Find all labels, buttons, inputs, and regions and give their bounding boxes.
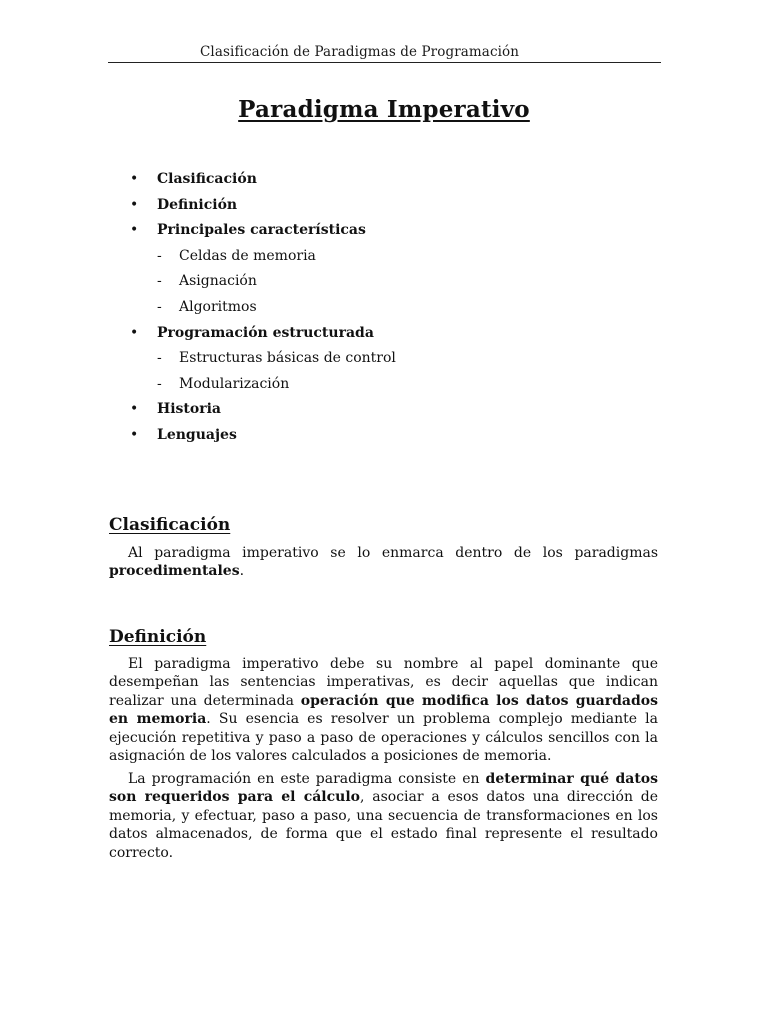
dash-marker: - <box>157 298 162 315</box>
paragraph-text: La programación en este paradigma consiste en <box>128 771 486 787</box>
list-item-label: Principales características <box>157 222 366 239</box>
dash-marker: - <box>157 273 162 290</box>
header-rule <box>108 62 661 63</box>
dash-marker: - <box>157 247 162 264</box>
paragraph-bold-text: determinar qué datos son requeridos para el cálculo <box>109 771 659 806</box>
section-heading-clasificacion: Clasificación <box>109 515 231 535</box>
bullet-icon: • <box>130 171 139 187</box>
dash-marker: - <box>157 350 162 367</box>
sub-list-item-label: Celdas de memoria <box>179 247 316 264</box>
list-item-label: Clasificación <box>157 171 257 187</box>
bullet-icon: • <box>130 401 139 418</box>
paragraph-text: . <box>239 563 245 580</box>
running-header: Clasificación de Paradigmas de Programación <box>200 44 520 60</box>
bullet-icon: • <box>130 222 139 239</box>
bullet-icon: • <box>130 196 139 213</box>
list-item-label: Historia <box>157 401 221 418</box>
list-item-label: Definición <box>157 196 238 213</box>
paragraph-definicion-1 <box>109 655 658 765</box>
bullet-icon: • <box>130 324 139 341</box>
list-item-label: Lenguajes <box>157 426 237 443</box>
sub-list-item-label: Modularización <box>179 375 290 392</box>
sub-list-item-label: Estructuras básicas de control <box>179 350 396 367</box>
paragraph-text: El paradigma imperativo debe su nombre al papel dominante que desempeñan las sentencias imperativas, es decir aquellas que indican realizar una determinada <box>109 656 658 709</box>
paragraph-definicion-2 <box>109 770 658 862</box>
dash-marker: - <box>157 375 162 392</box>
sub-list-item-label: Algoritmos <box>179 298 257 315</box>
paragraph-bold-text: operación que modifica los datos guardados en memoria <box>109 692 658 728</box>
list-item-label: Programación estructurada <box>157 324 374 341</box>
paragraph-text: , asociar a esos datos una dirección de memoria, y efectuar, paso a paso, una secuencia de transformaciones en los datos almacenados, de forma que el estado final represente el resultado correcto. <box>109 789 659 861</box>
page-title: Paradigma Imperativo <box>238 96 530 123</box>
bullet-icon: • <box>130 426 139 443</box>
section-heading-definicion: Definición <box>109 627 207 647</box>
sub-list-item-label: Asignación <box>179 273 257 290</box>
paragraph-text: Al paradigma imperativo se lo enmarca dentro de los paradigmas <box>128 545 658 561</box>
paragraph-clasificacion <box>109 544 658 581</box>
paragraph-text: . Su esencia es resolver un problema complejo mediante la ejecución repetitiva y paso a paso de operaciones y cálculos sencillos con la asignación de los valores calculados a posiciones de memoria. <box>109 711 658 765</box>
paragraph-bold-text: procedimentales <box>109 563 240 580</box>
